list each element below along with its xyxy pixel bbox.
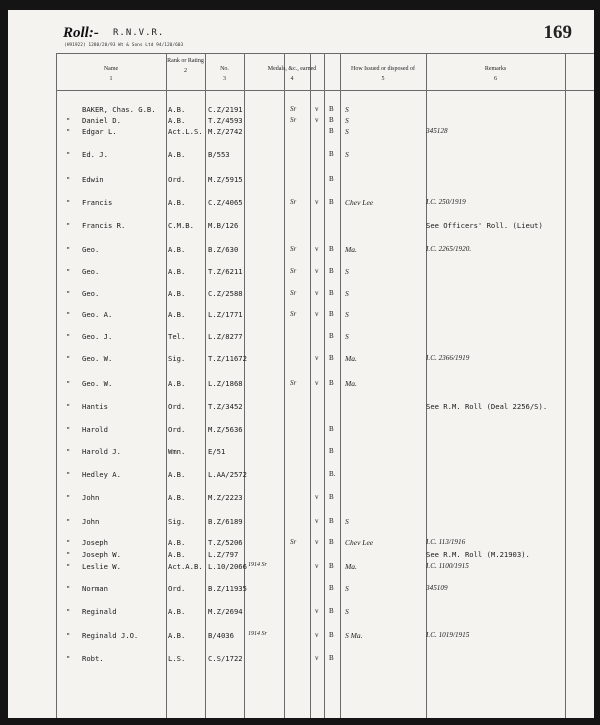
cell-issued: S [345, 127, 349, 136]
cell-no: M.B/126 [208, 221, 239, 230]
cell-name: Harold [82, 425, 108, 434]
cell-name: Reginald [82, 607, 117, 616]
cell-m3: B [329, 654, 334, 662]
cell-name: Robt. [82, 654, 104, 663]
cell-ditto: " [66, 470, 71, 479]
cell-m2: v [315, 517, 319, 525]
cell-m1: Sr [290, 379, 297, 387]
table-row [8, 538, 594, 550]
cell-ditto: " [66, 310, 71, 319]
table-row [8, 607, 594, 619]
cell-ditto: " [66, 493, 71, 502]
cell-m3: B [329, 150, 334, 158]
cell-issued: S [345, 332, 349, 341]
cell-m2: v [315, 198, 319, 206]
table-row [8, 150, 594, 162]
cell-extra: 1914 Sr [248, 631, 267, 637]
cell-rank: A.B. [168, 198, 186, 207]
cell-name: Geo. W. [82, 354, 113, 363]
column-heading-medals: Medals, &c., earned 4 [267, 66, 317, 82]
cell-ditto: " [66, 116, 71, 125]
cell-no: L.10/2066 [208, 562, 247, 571]
cell-m3: B [329, 425, 334, 433]
table-row [8, 310, 594, 322]
cell-name: Hedley A. [82, 470, 121, 479]
cell-m2: v [315, 116, 319, 124]
cell-remarks: I.C. 1019/1915 [426, 631, 470, 639]
cell-no: L.Z/1868 [208, 379, 243, 388]
cell-rank: A.B. [168, 538, 186, 547]
cell-m1: Sr [290, 538, 297, 546]
cell-ditto: " [66, 245, 71, 254]
cell-no: B.Z/630 [208, 245, 239, 254]
cell-name: Geo. A. [82, 310, 113, 319]
cell-m2: v [315, 289, 319, 297]
cell-remarks: I.C. 1100/1915 [426, 562, 469, 570]
cell-m1: Sr [290, 116, 297, 124]
cell-name: Leslie W. [82, 562, 121, 571]
cell-issued: Ma. [345, 562, 357, 571]
table-row [8, 332, 594, 344]
cell-name: Daniel D. [82, 116, 121, 125]
cell-ditto: " [66, 379, 71, 388]
cell-ditto: " [66, 402, 71, 411]
cell-m2: v [315, 379, 319, 387]
cell-m2: v [315, 105, 319, 113]
cell-issued: S [345, 584, 349, 593]
cell-name: Reginald J.O. [82, 631, 139, 640]
table-row [8, 221, 594, 233]
table-row [8, 198, 594, 210]
table-row [8, 402, 594, 414]
cell-name: Hantis [82, 402, 108, 411]
cell-rank: A.B. [168, 631, 186, 640]
cell-ditto: " [66, 198, 71, 207]
cell-rank: A.B. [168, 550, 186, 559]
table-row [8, 245, 594, 257]
table-row [8, 267, 594, 279]
cell-m2: v [315, 354, 319, 362]
cell-m2: v [315, 631, 319, 639]
cell-no: T.Z/11672 [208, 354, 247, 363]
cell-rank: Sig. [168, 517, 186, 526]
cell-m3: B [329, 310, 334, 318]
cell-no: L.Z/797 [208, 550, 239, 559]
cell-m3: B [329, 116, 334, 124]
column-heading-issued: How Issued or disposed of 5 [351, 66, 415, 82]
cell-no: T.Z/4593 [208, 116, 243, 125]
cell-rank: Wmn. [168, 447, 186, 456]
cell-name: BAKER, Chas. G.B. [82, 105, 156, 114]
cell-m1: Sr [290, 105, 297, 113]
cell-ditto: " [66, 550, 71, 559]
cell-ditto: " [66, 607, 71, 616]
cell-name: Geo. W. [82, 379, 113, 388]
cell-m2: v [315, 493, 319, 501]
cell-m2: v [315, 310, 319, 318]
table-row [8, 354, 594, 366]
cell-name: Francis R. [82, 221, 126, 230]
cell-m3: B [329, 607, 334, 615]
cell-rank: A.B. [168, 289, 186, 298]
cell-no: B.Z/6189 [208, 517, 243, 526]
cell-name: Geo. [82, 289, 100, 298]
cell-ditto: " [66, 289, 71, 298]
cell-m1: Sr [290, 310, 297, 318]
cell-no: T.Z/5206 [208, 538, 243, 547]
cell-m1: Sr [290, 198, 297, 206]
cell-no: L.AA/2572 [208, 470, 247, 479]
cell-remarks: See Officers' Roll. (Lieut) [426, 221, 543, 230]
cell-rank: Act.L.S. [168, 127, 203, 136]
cell-m3: B [329, 289, 334, 297]
cell-name: Geo. [82, 267, 100, 276]
table-row [8, 493, 594, 505]
cell-m2: v [315, 538, 319, 546]
table-row [8, 584, 594, 596]
cell-no: L.Z/1771 [208, 310, 243, 319]
table-row [8, 517, 594, 529]
cell-remarks: I.C. 2366/1919 [426, 354, 470, 362]
cell-ditto: " [66, 354, 71, 363]
cell-issued: S [345, 267, 349, 276]
table-row [8, 470, 594, 482]
cell-no: C.Z/2588 [208, 289, 243, 298]
table-row [8, 289, 594, 301]
cell-issued: S [345, 150, 349, 159]
cell-m3: B. [329, 470, 336, 478]
cell-m1: Sr [290, 289, 297, 297]
cell-ditto: " [66, 562, 71, 571]
cell-m3: B [329, 175, 334, 183]
column-heading-rank: Rank or Rating 2 [167, 58, 204, 74]
cell-ditto: " [66, 425, 71, 434]
printer-imprint: (H91922) 1280/20/93 Wt & Sons Ltd 94/120/603 [64, 43, 184, 48]
cell-no: C.Z/4065 [208, 198, 243, 207]
cell-m3: B [329, 267, 334, 275]
cell-rank: Act.A.B. [168, 562, 203, 571]
cell-rank: A.B. [168, 150, 186, 159]
cell-rank: Ord. [168, 584, 186, 593]
cell-ditto: " [66, 332, 71, 341]
cell-rank: Ord. [168, 175, 186, 184]
cell-ditto: " [66, 127, 71, 136]
cell-name: Francis [82, 198, 113, 207]
cell-rank: C.M.B. [168, 221, 194, 230]
table-row [8, 631, 594, 643]
cell-name: John [82, 517, 100, 526]
cell-rank: A.B. [168, 245, 186, 254]
cell-rank: A.B. [168, 379, 186, 388]
cell-name: Joseph W. [82, 550, 121, 559]
cell-issued: S Ma. [345, 631, 363, 640]
cell-m2: v [315, 267, 319, 275]
cell-rank: L.S. [168, 654, 186, 663]
cell-m3: B [329, 105, 334, 113]
roll-entries [8, 10, 594, 718]
cell-name: John [82, 493, 100, 502]
cell-ditto: " [66, 267, 71, 276]
cell-rank: Tel. [168, 332, 186, 341]
cell-name: Edwin [82, 175, 104, 184]
table-row [8, 562, 594, 574]
cell-name: Ed. J. [82, 150, 108, 159]
table-row [8, 550, 594, 562]
cell-issued: Chev Lee [345, 198, 374, 207]
cell-remarks: See R.M. Roll (Deal 2256/S). [426, 402, 548, 411]
cell-no: M.Z/2694 [208, 607, 243, 616]
cell-rank: Sig. [168, 354, 186, 363]
cell-m3: B [329, 538, 334, 546]
column-heading-remarks: Remarks 6 [484, 66, 507, 82]
cell-remarks: See R.M. Roll (M.21903). [426, 550, 530, 559]
cell-remarks: I.C. 250/1919 [426, 198, 466, 206]
cell-ditto: " [66, 631, 71, 640]
cell-no: M.Z/2742 [208, 127, 243, 136]
cell-m2: v [315, 245, 319, 253]
cell-no: C.Z/2191 [208, 105, 243, 114]
cell-ditto: " [66, 584, 71, 593]
column-heading-number: No. 3 [220, 66, 229, 82]
cell-ditto: " [66, 538, 71, 547]
cell-issued: S [345, 289, 349, 298]
cell-name: Geo. [82, 245, 100, 254]
cell-m1: Sr [290, 245, 297, 253]
cell-issued: Ma. [345, 379, 357, 388]
cell-no: T.Z/3452 [208, 402, 243, 411]
cell-issued: S [345, 517, 349, 526]
cell-no: T.Z/6211 [208, 267, 243, 276]
cell-issued: Ma. [345, 245, 357, 254]
cell-m3: B [329, 127, 334, 135]
cell-m2: v [315, 562, 319, 570]
cell-m3: B [329, 562, 334, 570]
cell-name: Edgar L. [82, 127, 117, 136]
cell-name: Geo. J. [82, 332, 113, 341]
cell-rank: Ord. [168, 402, 186, 411]
cell-no: M.Z/5636 [208, 425, 243, 434]
cell-remarks: I.C. 113/1916 [426, 538, 466, 546]
cell-ditto: " [66, 447, 71, 456]
column-heading-name: Name 1 [103, 66, 119, 82]
cell-issued: Chev Lee [345, 538, 374, 547]
cell-rank: A.B. [168, 310, 186, 319]
cell-no: E/51 [208, 447, 226, 456]
cell-name: Harold J. [82, 447, 121, 456]
cell-rank: A.B. [168, 267, 186, 276]
cell-m3: B [329, 493, 334, 501]
cell-no: B/553 [208, 150, 230, 159]
cell-m3: B [329, 447, 334, 455]
roll-page [8, 10, 594, 718]
cell-no: B/4036 [208, 631, 234, 640]
cell-m3: B [329, 354, 334, 362]
cell-ditto: " [66, 150, 71, 159]
cell-rank: A.B. [168, 607, 186, 616]
cell-m2: v [315, 654, 319, 662]
table-row [8, 425, 594, 437]
table-row [8, 447, 594, 459]
cell-m2: v [315, 607, 319, 615]
cell-issued: S [345, 116, 349, 125]
table-row [8, 127, 594, 139]
cell-no: L.Z/8277 [208, 332, 243, 341]
cell-ditto: " [66, 654, 71, 663]
unit-label: R.N.V.R. [113, 28, 165, 38]
cell-issued: Ma. [345, 354, 357, 363]
cell-name: Joseph [82, 538, 108, 547]
cell-no: B.Z/11935 [208, 584, 247, 593]
cell-m3: B [329, 584, 334, 592]
cell-m3: B [329, 631, 334, 639]
cell-issued: S [345, 310, 349, 319]
table-row [8, 379, 594, 391]
cell-extra: 1914 Sr [248, 562, 267, 568]
cell-ditto: " [66, 517, 71, 526]
cell-rank: A.B. [168, 105, 186, 114]
cell-m3: B [329, 245, 334, 253]
cell-name: Norman [82, 584, 108, 593]
cell-remarks: I.C. 2265/1920. [426, 245, 472, 253]
cell-no: C.S/1722 [208, 654, 243, 663]
cell-issued: S [345, 105, 349, 114]
cell-m3: B [329, 517, 334, 525]
cell-rank: A.B. [168, 493, 186, 502]
cell-ditto: " [66, 175, 71, 184]
cell-issued: S [345, 607, 349, 616]
cell-m3: B [329, 332, 334, 340]
cell-remarks: 345109 [426, 584, 448, 592]
cell-ditto: " [66, 221, 71, 230]
cell-rank: A.B. [168, 116, 186, 125]
roll-title: Roll:- [63, 25, 99, 41]
cell-remarks: 345128 [426, 127, 448, 135]
cell-no: M.Z/2223 [208, 493, 243, 502]
table-row [8, 654, 594, 666]
cell-rank: Ord. [168, 425, 186, 434]
page-number: 169 [543, 22, 572, 43]
cell-m1: Sr [290, 267, 297, 275]
table-row [8, 175, 594, 187]
cell-m3: B [329, 379, 334, 387]
cell-no: M.Z/5915 [208, 175, 243, 184]
cell-m3: B [329, 198, 334, 206]
cell-rank: A.B. [168, 470, 186, 479]
